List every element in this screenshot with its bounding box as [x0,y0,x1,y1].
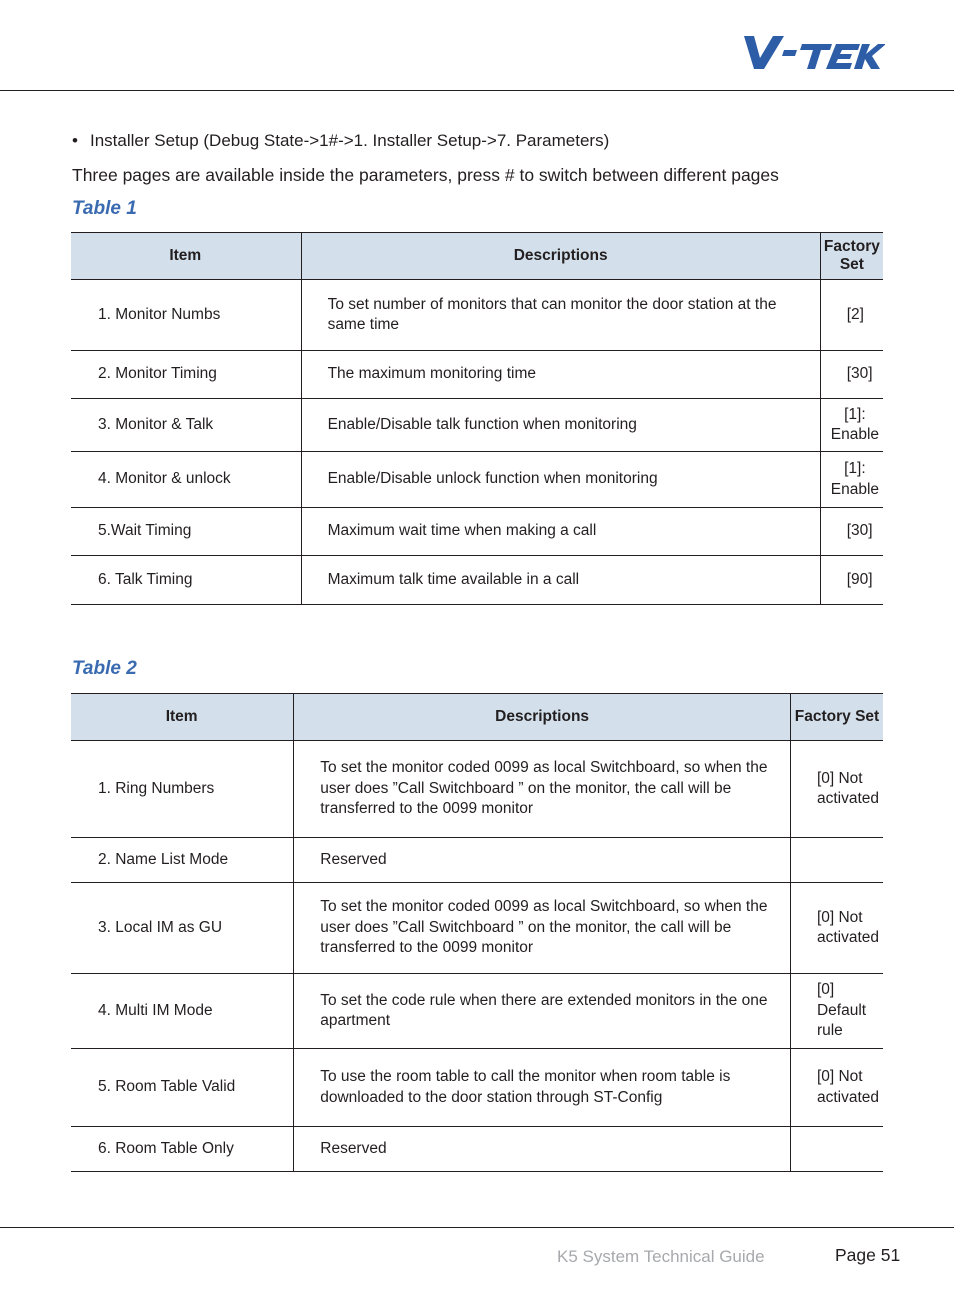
factory-set-cell: [0] Not activated [790,1049,883,1127]
intro-paragraph: Three pages are available inside the parameters, press # to switch between different pages [72,165,779,185]
footer-document-title: K5 System Technical Guide [557,1247,765,1266]
factory-set-cell: [1]: Enable [820,399,883,452]
factory-set-cell: [30] [820,351,883,399]
parameters-table-2 [71,693,883,1172]
table-header-row [71,694,883,741]
table-row [71,351,883,399]
column-header-item: Item [71,694,294,741]
item-cell: 3. Local IM as GU [71,883,294,974]
description-cell: The maximum monitoring time [301,351,820,399]
table-row [71,280,883,351]
table-row [71,838,883,883]
description-cell: To set the monitor coded 0099 as local Switchboard, so when the user does ”Call Switchboard ” on the monitor, the call will be transferred to the 0099 monitor [294,741,791,838]
table-row [71,741,883,838]
table-2-caption: Table 2 [72,658,137,679]
item-cell: 6. Room Table Only [71,1127,294,1172]
table-row [71,883,883,974]
column-header-item: Item [71,233,301,280]
description-cell: Maximum talk time available in a call [301,556,820,605]
v-tck-logo [740,32,885,74]
table-row [71,399,883,452]
description-cell: To set the monitor coded 0099 as local Switchboard, so when the user does ”Call Switchboard ” on the monitor, the call will be transferred to the 0099 monitor [294,883,791,974]
factory-set-cell: [0] Default rule [790,974,883,1049]
factory-set-cell [790,1127,883,1172]
description-cell: To set the code rule when there are extended monitors in the one apartment [294,974,791,1049]
factory-set-cell: [90] [820,556,883,605]
table-row [71,556,883,605]
page-number: Page 51 [835,1245,901,1265]
factory-set-cell [790,838,883,883]
description-cell: Reserved [294,838,791,883]
factory-set-cell: [30] [820,508,883,556]
factory-set-cell: [0] Not activated [790,741,883,838]
factory-set-cell: [1]: Enable [820,452,883,508]
item-cell: 1. Ring Numbers [71,741,294,838]
footer-rule [0,1227,954,1228]
description-cell: Reserved [294,1127,791,1172]
item-cell: 5. Room Table Valid [71,1049,294,1127]
column-header-factory-set: Factory Set [790,694,883,741]
description-cell: To set number of monitors that can monitor the door station at the same time [301,280,820,351]
column-header-factory-set: Factory Set [820,233,883,280]
item-cell: 4. Monitor & unlock [71,452,301,508]
item-cell: 6. Talk Timing [71,556,301,605]
column-header-descriptions: Descriptions [294,694,791,741]
item-cell: 2. Name List Mode [71,838,294,883]
header-rule [0,90,954,91]
item-cell: 5.Wait Timing [71,508,301,556]
description-cell: To use the room table to call the monitor when room table is downloaded to the door station through ST-Config [294,1049,791,1127]
factory-set-cell: [2] [820,280,883,351]
table-row [71,974,883,1049]
bullet-text: Installer Setup (Debug State->1#->1. Installer Setup->7. Parameters) [90,131,610,150]
table-row [71,1049,883,1127]
item-cell: 1. Monitor Numbs [71,280,301,351]
bullet-item [72,131,609,151]
item-cell: 4. Multi IM Mode [71,974,294,1049]
description-cell: Maximum wait time when making a call [301,508,820,556]
parameters-table-1 [71,232,883,605]
table-row [71,1127,883,1172]
bullet-symbol: • [72,131,78,150]
description-cell: Enable/Disable unlock function when monitoring [301,452,820,508]
table-1-caption: Table 1 [72,198,137,219]
table-header-row [71,233,883,280]
description-cell: Enable/Disable talk function when monitoring [301,399,820,452]
item-cell: 3. Monitor & Talk [71,399,301,452]
item-cell: 2. Monitor Timing [71,351,301,399]
column-header-descriptions: Descriptions [301,233,820,280]
table-row [71,508,883,556]
table-row [71,452,883,508]
factory-set-cell: [0] Not activated [790,883,883,974]
